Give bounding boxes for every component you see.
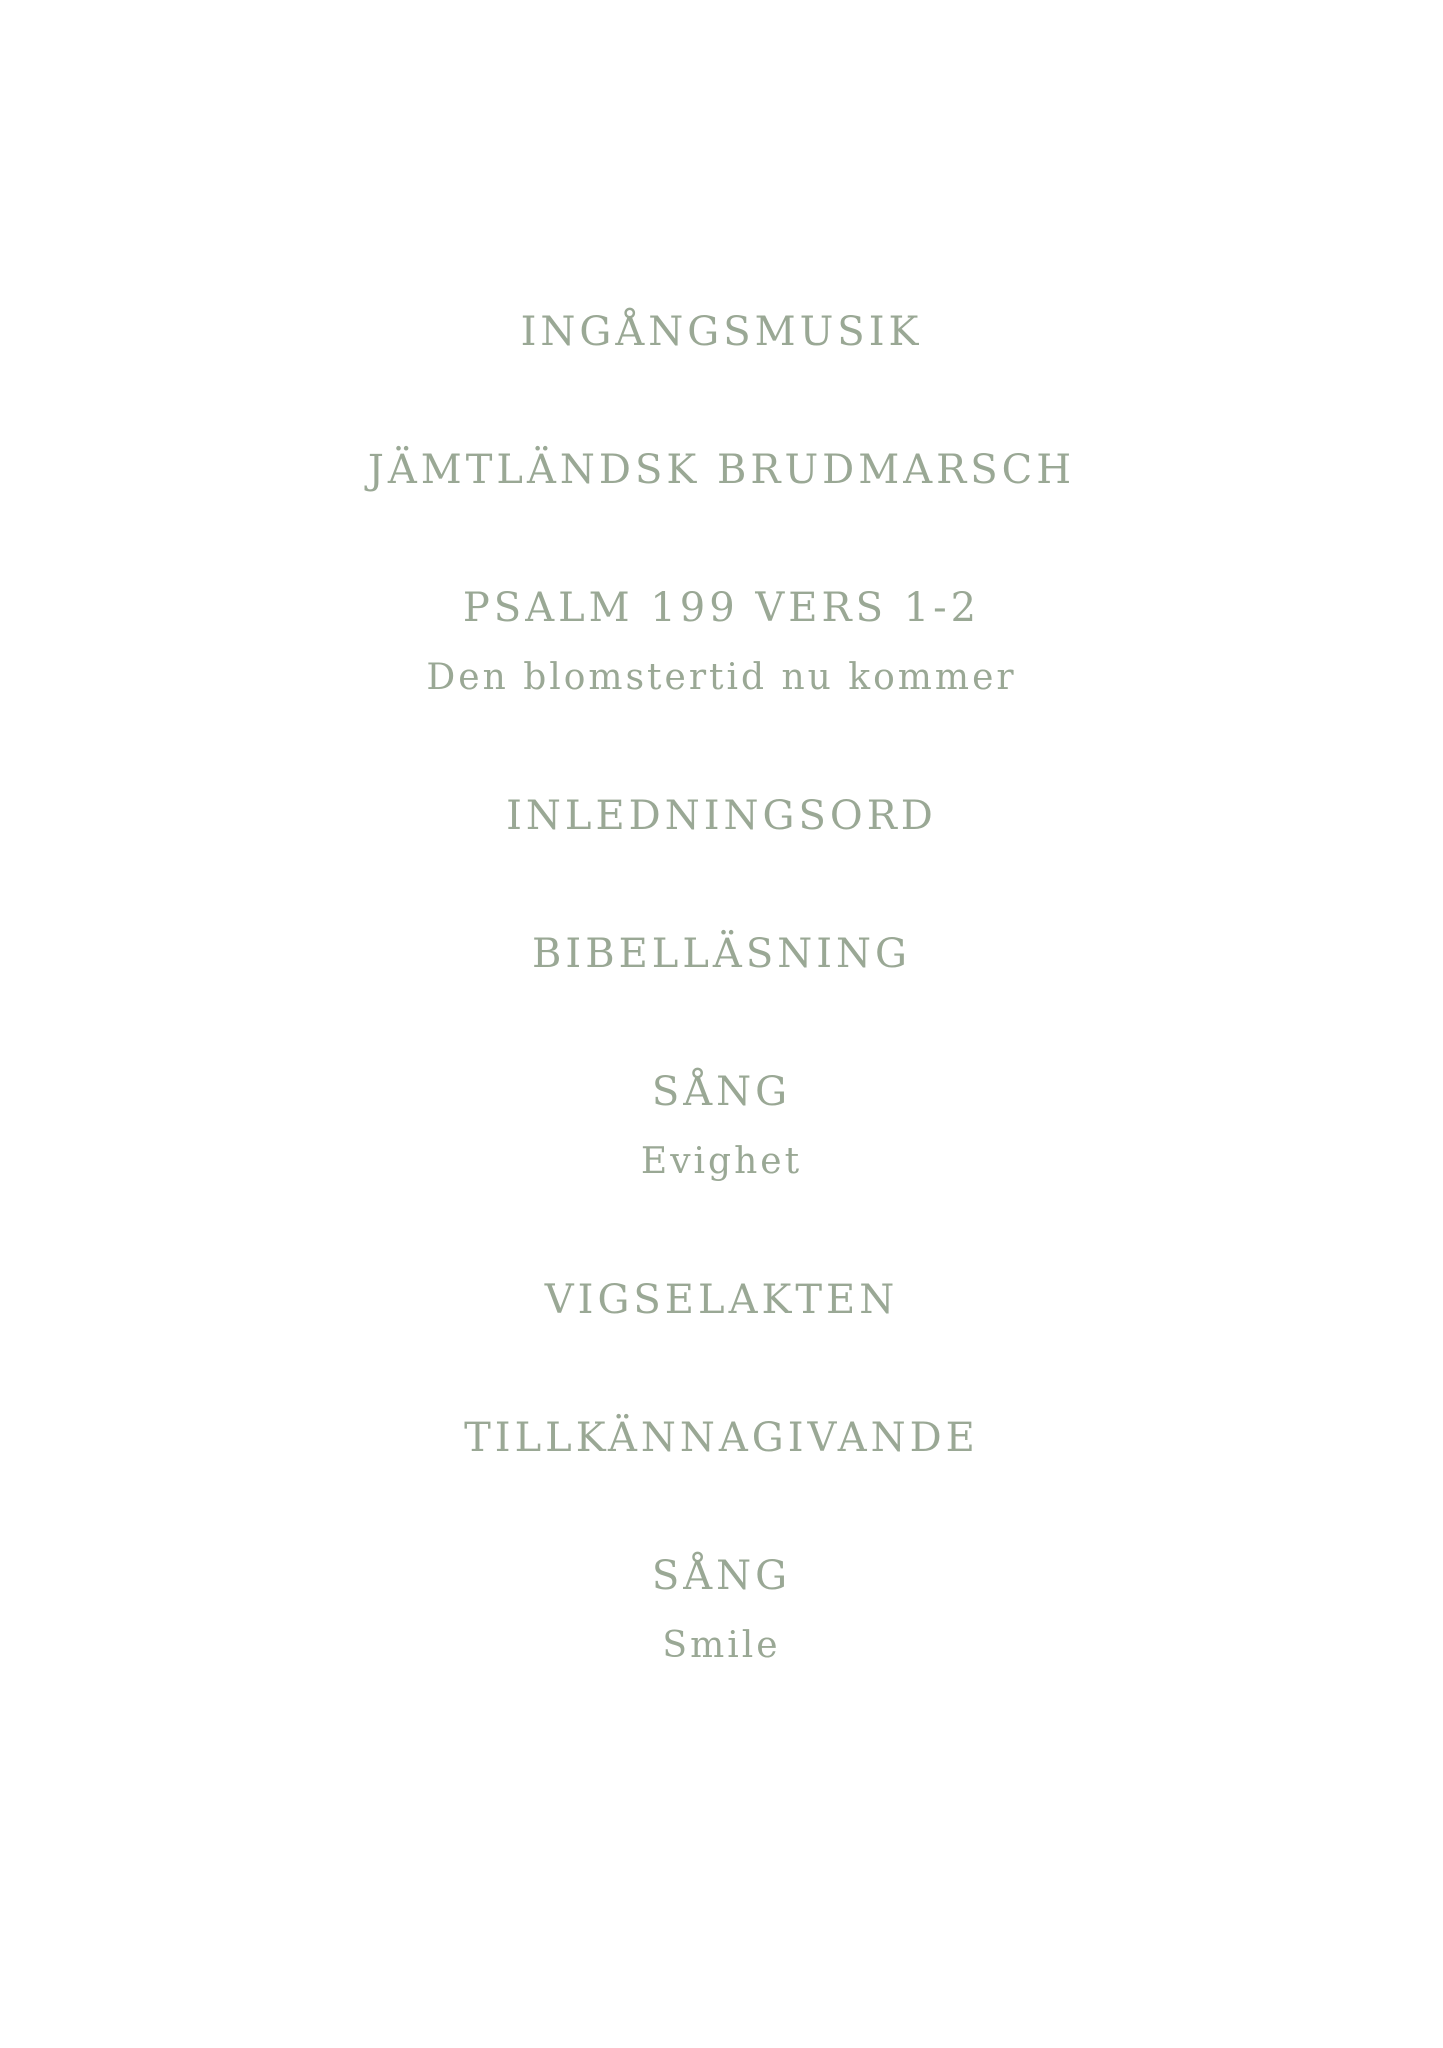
program-item-title: BIBELLÄSNING — [532, 931, 911, 977]
program-item-subtitle: Den blomstertid nu kommer — [426, 657, 1017, 698]
program-item-title: SÅNG — [651, 1069, 792, 1115]
program-item-subtitle: Smile — [662, 1625, 781, 1666]
program-item-title: JÄMTLÄNDSK BRUDMARSCH — [367, 447, 1076, 493]
program-item-title: INGÅNGSMUSIK — [520, 309, 923, 355]
program-item-title: TILLKÄNNAGIVANDE — [464, 1415, 979, 1461]
program-item-title: PSALM 199 VERS 1-2 — [462, 585, 981, 631]
program-item-subtitle: Evighet — [640, 1141, 803, 1182]
program-item-title: SÅNG — [651, 1553, 792, 1599]
program-item-title: INLEDNINGSORD — [506, 793, 937, 839]
program-item-title: VIGSELAKTEN — [544, 1277, 899, 1323]
